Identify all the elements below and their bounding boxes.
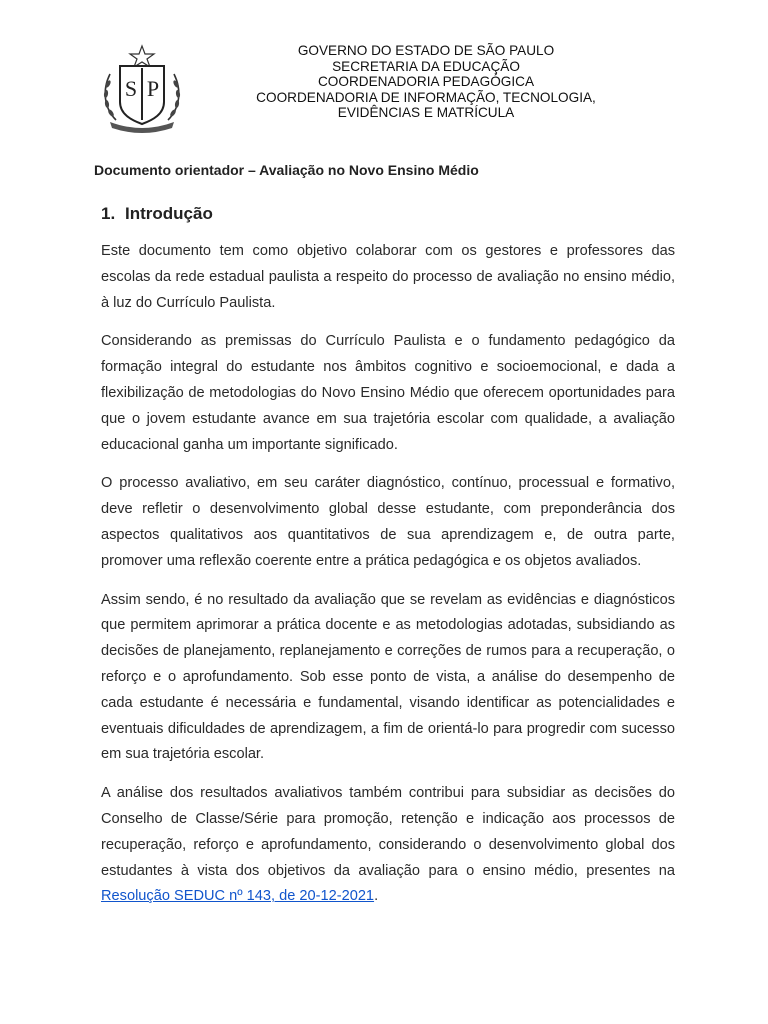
header-line-enrollment: EVIDÊNCIAS E MATRÍCULA [337,105,515,120]
section-heading [101,204,213,224]
institution-header [230,43,622,121]
resolution-link[interactable]: Resolução SEDUC nº 143, de 20-12-2021 [101,888,375,905]
paragraph: Este documento tem como objetivo colaborar com os gestores e professores das escolas da rede estadual paulista a respeito do processo de avaliação no ensino médio, à luz do Currículo Paulista. [101,243,675,311]
document-title: Documento orientador – Avaliação no Novo Ensino Médio [94,162,479,178]
header-line-secretariat: SECRETARIA DA EDUCAÇÃO [332,58,520,74]
section-title: Introdução [125,204,213,223]
paragraph-trailing: . [374,888,379,905]
paragraph: Assim sendo, é no resultado da avaliação que se revelam as evidências e diagnósticos que permitem aprimorar a prática docente e as metodologias adotadas, subsidiando as decisões de planejamento, replanejamento e correções de rumos para a recuperação, o reforço e o aprofundamento. Sob esse ponto de vista, a análise do desempenho de cada estudante é necessária e fundamental, visando identificar as potencialidades e eventuais dificuldades de aprendizagem, a fim de orientá-lo para progredir com sucesso em sua trajetória escolar. [101,591,675,763]
header-line-information: COORDENADORIA DE INFORMAÇÃO, TECNOLOGIA, [256,89,596,105]
paragraph-text: A análise dos resultados avaliativos também contribui para subsidiar as decisões do Conselho de Classe/Série para promoção, retenção e indicação aos processos de recuperação, reforço e aprofundamento, considerando o desenvolvimento global dos estudantes à vista dos objetivos da avaliação para o ensino médio, presentes na [101,785,675,879]
section-number: 1. [101,204,116,223]
document-body [101,239,675,923]
header-line-pedagogical: COORDENADORIA PEDAGÓGICA [317,74,535,89]
header-line-government: GOVERNO DO ESTADO DE SÃO PAULO [297,43,555,58]
svg-text:S: S [124,76,138,101]
coat-of-arms-icon [96,44,188,134]
svg-text:P: P [146,76,160,101]
paragraph: O processo avaliativo, em seu caráter diagnóstico, contínuo, processual e formativo, deve refletir o desenvolvimento global desse estudante, com preponderância dos aspectos qualitativos aos quantitativos de sua aprendizagem e, de outra parte, promover uma reflexão coerente entre a prática pedagógica e os objetos avaliados. [101,475,675,569]
paragraph: Considerando as premissas do Currículo Paulista e o fundamento pedagógico da formação integral do estudante nos âmbitos cognitivo e socioemocional, e dada a flexibilização de metodologias do Novo Ensino Médio que oferecem oportunidades para que o jovem estudante avance em sua trajetória escolar com qualidade, a avaliação educacional ganha um importante significado. [101,333,675,453]
paragraph-with-link [101,781,675,910]
